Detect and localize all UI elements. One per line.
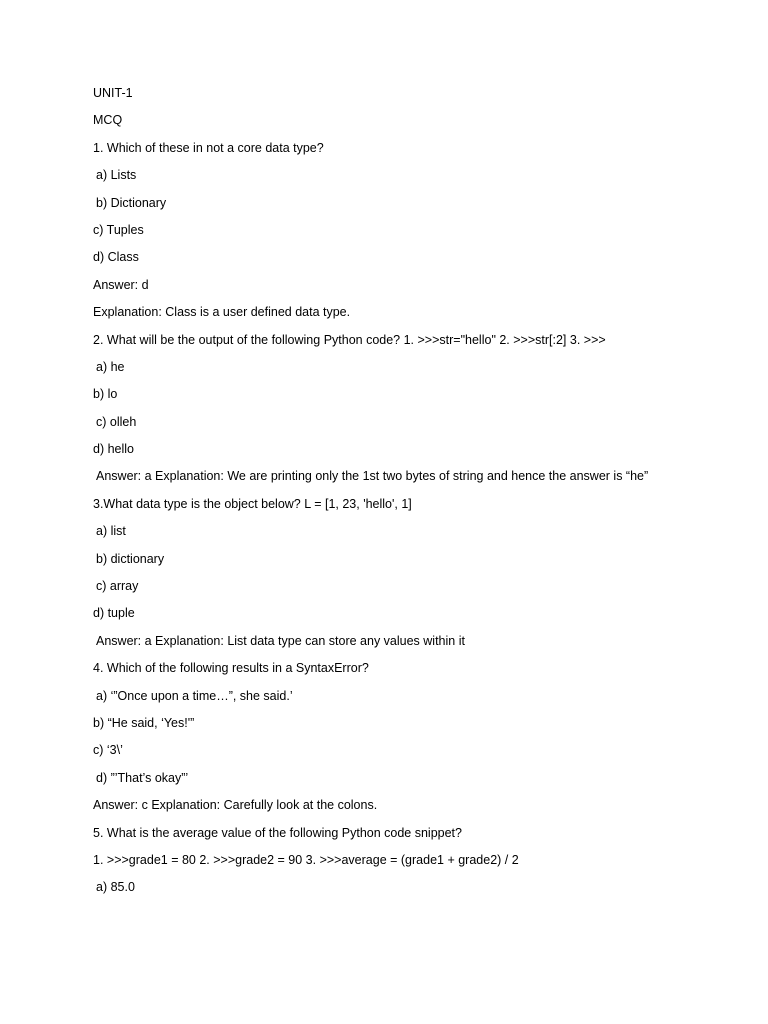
question-2-option-d: d) hello	[93, 442, 134, 457]
question-1-option-c: c) Tuples	[93, 222, 144, 237]
question-1: 1. Which of these in not a core data type?	[93, 140, 324, 155]
question-5-option-a: a) 85.0	[96, 880, 135, 895]
question-5-code: 1. >>>grade1 = 80 2. >>>grade2 = 90 3. >>>average = (grade1 + grade2) / 2	[93, 852, 519, 867]
section-heading: MCQ	[93, 113, 123, 128]
question-2-option-b: b) lo	[93, 387, 118, 402]
question-1-explanation: Explanation: Class is a user defined data type.	[93, 305, 351, 320]
document-body	[93, 85, 678, 907]
question-3-option-a: a) list	[96, 524, 126, 539]
question-3-option-d: d) tuple	[93, 606, 135, 621]
question-5: 5. What is the average value of the following Python code snippet?	[93, 825, 462, 840]
question-4: 4. Which of the following results in a SyntaxError?	[93, 661, 369, 676]
question-1-answer: Answer: d	[93, 277, 149, 292]
question-2-option-a: a) he	[96, 359, 125, 374]
question-1-option-d: d) Class	[93, 250, 139, 265]
question-3-option-c: c) array	[96, 579, 139, 594]
question-2-option-c: c) olleh	[96, 414, 137, 429]
question-4-answer: Answer: c Explanation: Carefully look at the colons.	[93, 798, 378, 813]
question-3-answer: Answer: a Explanation: List data type can store any values within it	[96, 633, 465, 648]
unit-heading: UNIT-1	[93, 86, 133, 100]
question-1-option-a: a) Lists	[96, 168, 137, 183]
question-4-option-b: b) “He said, ‘Yes!'”	[93, 715, 195, 730]
question-4-option-c: c) ‘3\’	[93, 743, 123, 758]
question-3: 3.What data type is the object below? L = [1, 23, 'hello', 1]	[93, 496, 412, 511]
question-4-option-d: d) ”’That’s okay”’	[96, 770, 189, 785]
question-2-answer: Answer: a Explanation: We are printing only the 1st two bytes of string and hence the answer is “he”	[96, 469, 649, 484]
question-2: 2. What will be the output of the following Python code? 1. >>>str="hello" 2. >>>str[:2] 3. >>>	[93, 332, 606, 347]
question-4-option-a: a) ‘”Once upon a time…”, she said.’	[96, 688, 293, 703]
question-3-option-b: b) dictionary	[96, 551, 165, 566]
question-1-option-b: b) Dictionary	[96, 195, 167, 210]
